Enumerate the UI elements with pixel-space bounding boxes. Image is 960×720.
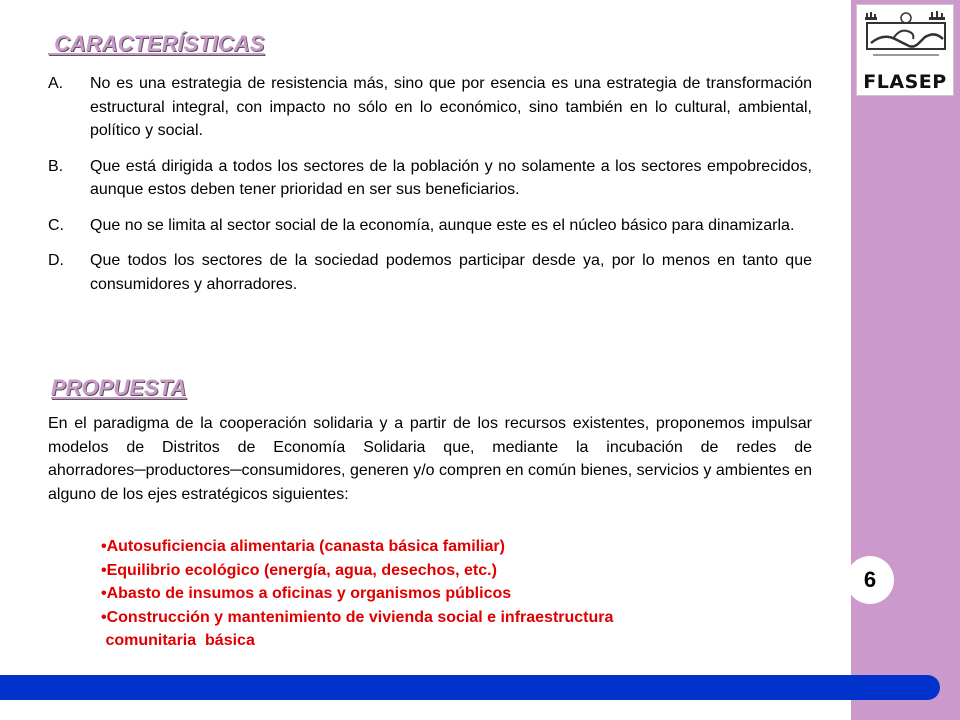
list-text: Que está dirigida a todos los sectores de la población y no solamente a los sectores empobrecidos, aunque estos deben tener prioridad en ser sus beneficiarios.: [90, 157, 812, 198]
list-text: No es una estrategia de resistencia más, sino que por esencia es una estrategia de transformación estructural integral, con impacto no sólo en lo económico, sino también en lo cultural, ambiental, político y social.: [90, 75, 812, 139]
heading-caracteristicas: CARACTERÍSTICAS: [48, 31, 265, 56]
ejes-list: [101, 535, 613, 653]
caracteristicas-list: [48, 72, 812, 308]
list-letter: B.: [48, 157, 64, 175]
eje-item: comunitaria básica: [101, 632, 255, 649]
propuesta-paragraph: En el paradigma de la cooperación solidaria y a partir de los recursos existentes, proponemos impulsar modelos de Distritos de Economía Solidaria que, mediante la incubación de redes de ahorradores─productores─consumidores, generen y/o compren en común bienes, servicios y ambientes en alguno de los ejes estratégicos siguientes:: [48, 415, 812, 503]
eje-item: •Construcción y mantenimiento de vivienda social e infraestructura: [101, 608, 614, 626]
list-text: Que no se limita al sector social de la economía, aunque este es el núcleo básico para dinamizarla.: [90, 216, 795, 234]
logo-text: FLASEP: [863, 71, 947, 93]
list-item: [48, 249, 812, 296]
list-letter: D.: [48, 252, 64, 269]
list-item: [48, 214, 812, 238]
eje-item: •Abasto de insumos a oficinas y organismos públicos: [101, 585, 512, 602]
right-sidebar: [851, 0, 960, 720]
list-item: [48, 72, 812, 143]
list-letter: A.: [48, 75, 64, 92]
eje-item: •Autosuficiencia alimentaria (canasta básica familiar): [101, 538, 505, 555]
list-letter: C.: [48, 216, 64, 234]
bottom-bar: [0, 675, 940, 700]
list-text: Que todos los sectores de la sociedad podemos participar desde ya, por lo menos en tanto que consumidores y ahorradores.: [90, 252, 812, 293]
handshake-icon: [863, 9, 949, 71]
eje-item: •Equilibrio ecológico (energía, agua, desechos, etc.): [101, 561, 497, 579]
page-number: 6: [846, 556, 894, 604]
list-item: [48, 155, 812, 202]
heading-propuesta: PROPUESTA: [51, 375, 187, 400]
flasep-logo: [856, 4, 954, 96]
